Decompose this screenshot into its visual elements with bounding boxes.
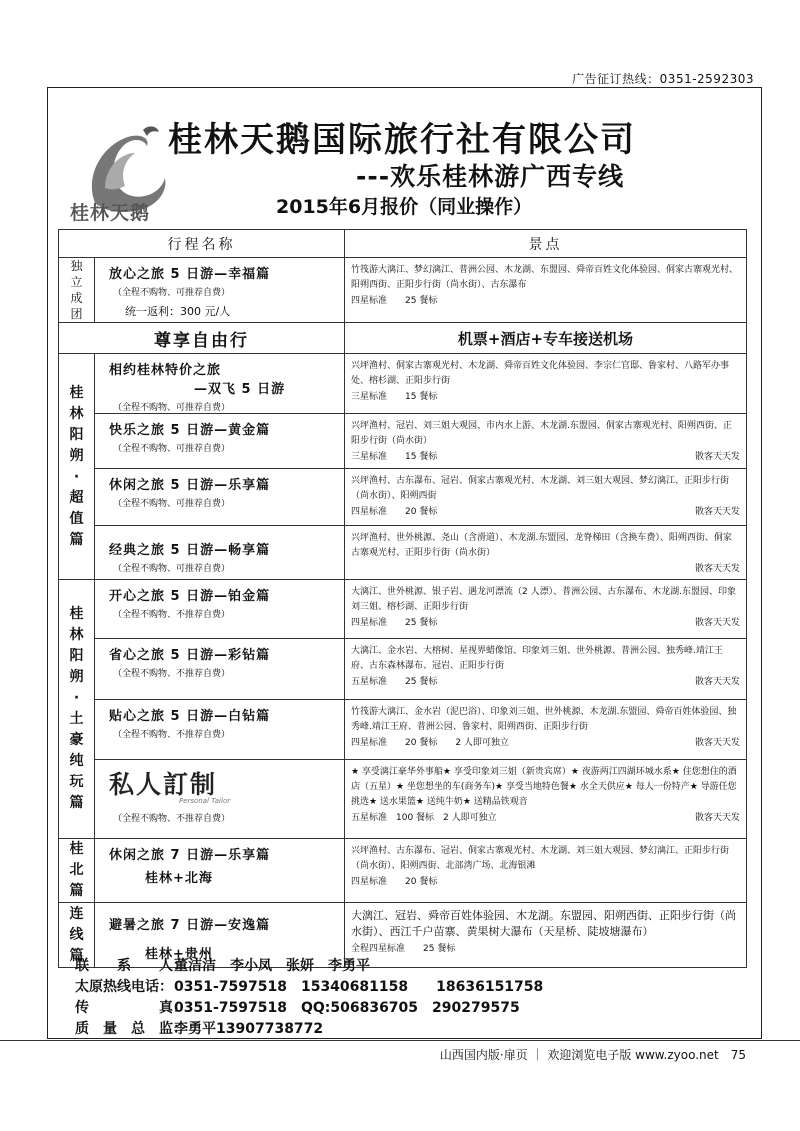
spots-cell: 兴坪渔村、冠岩、刘三姐大观园、市内水上游、木龙湖.东盟园、侗家古寨观光村、阳朔西街、正阳步行街（尚水街） 三星标准 15 餐标 散客天天发 bbox=[345, 414, 747, 469]
footer-rule bbox=[0, 1040, 800, 1041]
logo-text: 桂林天鹅 bbox=[70, 202, 151, 224]
spots-cell: 竹筏游大漓江、梦幻漓江、普洲公园、木龙湖、东盟园、舜帝百姓文化体验园、侗家古寨观光村、阳朔西街、正阳步行街（尚水街）、古东瀑布 四星标准 25 餐标 bbox=[345, 258, 747, 323]
spots-cell: 大漓江、金水岩、大榕树、星视界蜡像馆、印象刘三姐、世外桃源、普洲公园、独秀峰.靖江王府、古东森林瀑布、冠岩、正阳步行街 五星标准 25 餐标 散客天天发 bbox=[345, 639, 747, 700]
header-spots: 景点 bbox=[345, 230, 747, 258]
contact-row: 传 真： 0351-7597518 QQ:506836705 290279575 bbox=[75, 1000, 520, 1016]
private-tailor-title: 私人訂制 bbox=[109, 770, 218, 799]
category-super-value: 桂 林 阳 朔 · 超 值 篇 bbox=[59, 354, 95, 580]
page-subtitle: ---欢乐桂林游广西专线 bbox=[356, 162, 625, 191]
tour-cell: 避暑之旅 7 日游—安逸篇 桂林+贵州 bbox=[95, 903, 345, 968]
contact-row: 联 系 人： 董洁洁 李小凤 张妍 李勇平 bbox=[75, 958, 370, 974]
spots-cell: 兴坪渔村、古东瀑布、冠岩、侗家古寨观光村、木龙湖、刘三姐大观园、梦幻漓江、正阳步行街（尚水街）、阳朔西街 四星标准 20 餐标 散客天天发 bbox=[345, 469, 747, 526]
spots-cell: 兴坪渔村、侗家古寨观光村、木龙湖、舜帝百姓文化体验园、李宗仁官邸、鲁家村、八路军办事处、榕杉湖、正阳步行街 三星标准 15 餐标 bbox=[345, 354, 747, 414]
spots-cell: 兴坪渔村、世外桃源、尧山（含滑道）、木龙湖.东盟园、龙脊梯田（含换车费）、阳朔西街、侗家古寨观光村、正阳步行街（尚水街） 散客天天发 bbox=[345, 526, 747, 580]
spots-cell: 竹筏游大漓江、金水岩（泥巴浴）、印象刘三姐、世外桃源、木龙湖.东盟园、舜帝百姓体验园、独秀峰.靖江王府、普洲公园、鲁家村、阳朔西街、正阳步行街 四星标准 20 餐标 2 人即可独立 散客天天发 bbox=[345, 700, 747, 760]
header-route: 行程名称 bbox=[59, 230, 345, 258]
tour-cell: 经典之旅 5 日游—畅享篇 （全程不购物、可推荐自费） bbox=[95, 526, 345, 580]
page-title: 桂林天鹅国际旅行社有限公司 bbox=[168, 120, 636, 160]
tour-cell: 快乐之旅 5 日游—黄金篇 （全程不购物、可推荐自费） bbox=[95, 414, 345, 469]
footer-text: 山西国内版·扉页 ｜ 欢迎浏览电子版 www.zyoo.net 75 bbox=[439, 1048, 746, 1062]
tour-name: 放心之旅 5 日游—幸福篇 bbox=[109, 267, 271, 282]
tour-cell bbox=[95, 258, 345, 323]
section-package: 机票+酒店+专车接送机场 bbox=[345, 323, 747, 354]
private-tailor-cell: 私人訂制 Personal Tailor （全程不购物、不推荐自费） bbox=[95, 760, 345, 839]
tour-table bbox=[58, 229, 747, 968]
private-tailor-subtitle: Personal Tailor bbox=[179, 797, 231, 805]
ad-hotline: 广告征订热线：0351-2592303 bbox=[572, 72, 754, 86]
tour-rebate: 统一返利：300 元/人 bbox=[125, 305, 231, 318]
spots-cell: 兴坪渔村、古东瀑布、冠岩、侗家古寨观光村、木龙湖、刘三姐大观园、梦幻漓江、正阳步行街（尚水街）、阳朔西街、北部湾广场、北海银滩 四星标准 20 餐标 bbox=[345, 839, 747, 903]
contact-row: 质 量 总 监： 李勇平13907738772 bbox=[75, 1021, 324, 1037]
tour-cell: 省心之旅 5 日游—彩钻篇 （全程不购物、不推荐自费） bbox=[95, 639, 345, 700]
category-luxury: 桂 林 阳 朔 · 土 豪 纯 玩 篇 bbox=[59, 580, 95, 839]
tour-note: （全程不购物、可推荐自费） bbox=[113, 288, 231, 298]
tour-cell: 相约桂林特价之旅 —双飞 5 日游 （全程不购物、可推荐自费） bbox=[95, 354, 345, 414]
spots-cell: 大漓江、冠岩、舜帝百姓体验园、木龙湖。东盟园、阳朔西街、正阳步行街（尚水街）、西江千户苗寨、黄果树大瀑布（天星桥、陡坡塘瀑布） 全程四星标准 25 餐标 bbox=[345, 903, 747, 968]
category-group: 独 立 成 团 bbox=[59, 258, 95, 323]
tour-cell: 休闲之旅 5 日游—乐享篇 （全程不购物、可推荐自费） bbox=[95, 469, 345, 526]
spots-cell: 大漓江、世外桃源、银子岩、遇龙河漂流（2 人漂）、普洲公园、古东瀑布、木龙湖.东盟园、印象刘三姐、榕杉湖、正阳步行街 四星标准 25 餐标 散客天天发 bbox=[345, 580, 747, 639]
quote-title: 2015年6月报价（同业操作） bbox=[276, 196, 533, 218]
tour-cell: 贴心之旅 5 日游—白钻篇 （全程不购物、不推荐自费） bbox=[95, 700, 345, 760]
section-free-travel: 尊享自由行 bbox=[59, 323, 345, 354]
contact-row: 太原热线电话： 0351-7597518 15340681158 18636151758 bbox=[75, 979, 544, 995]
tour-cell: 休闲之旅 7 日游—乐享篇 桂林+北海 bbox=[95, 839, 345, 903]
category-lianxian: 连 线 篇 bbox=[59, 903, 95, 968]
category-guibei: 桂 北 篇 bbox=[59, 839, 95, 903]
spots-cell: ★ 享受漓江豪华外事船★ 享受印象刘三姐（新贵宾席）★ 夜游两江四湖环城水系★ 住您想住的酒店（五星）★ 坐您想坐的车(商务车)★ 享受当地特色餐★ 水全天供应★ 每人一份特产★ 导游任您挑选★ 送水果篮★ 送纯牛奶★ 送精品铁观音 五星标准 100 餐标 2 人即可独立 散客天天发 bbox=[345, 760, 747, 839]
contact-block bbox=[75, 956, 543, 1040]
tour-cell: 开心之旅 5 日游—铂金篇 （全程不购物、不推荐自费） bbox=[95, 580, 345, 639]
